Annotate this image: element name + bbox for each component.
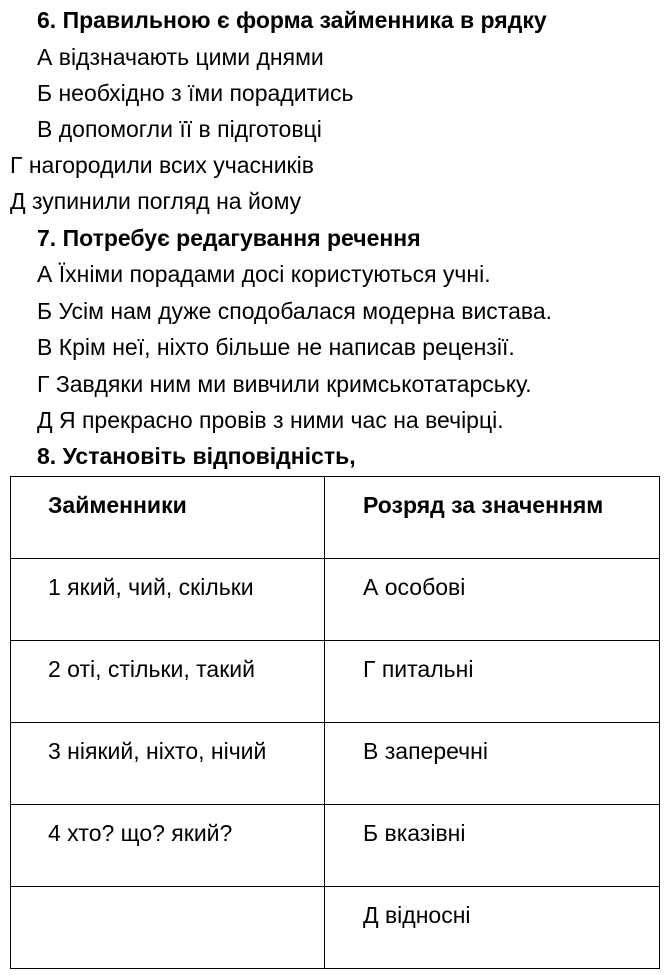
matching-table [10,476,660,969]
category-item-g: Г питальні [363,656,474,682]
table-cell [11,887,325,969]
question-6-title: 6. Правильною є форма займенника в рядку [37,7,547,33]
question-7-title: 7. Потребує редагування речення [37,225,421,251]
table-header-cell [325,477,660,559]
category-item-v: В заперечні [363,738,488,764]
table-cell [11,559,325,641]
table-row [11,805,660,887]
table-row [11,641,660,723]
question-6-option-c: В допомогли її в підготовці [37,116,322,142]
table-header-cell [11,477,325,559]
question-7-option-e: Д Я прекрасно провів з ними час на вечірці. [37,407,504,433]
category-item-d: Д відносні [363,902,471,928]
question-6-option-d: Г нагородили всих учасників [10,152,314,178]
table-row [11,559,660,641]
question-7-option-c: В Крім неї, ніхто більше не написав рецензії. [37,334,515,360]
question-8-title: 8. Установіть відповідність, [37,443,356,469]
header-pronouns: Займенники [48,492,187,518]
question-6-option-a: А відзначають цими днями [37,44,324,70]
table-cell [325,805,660,887]
table-cell [11,641,325,723]
table-cell [11,805,325,887]
table-header-row [11,477,660,559]
table-row [11,887,660,969]
question-7-option-d: Г Завдяки ним ми вивчили кримськотатарську. [37,371,532,397]
table-cell [11,723,325,805]
pronoun-item-2: 2 оті, стільки, такий [48,656,255,682]
pronoun-item-1: 1 який, чий, скільки [48,574,254,600]
table-row [11,723,660,805]
table-cell [325,887,660,969]
table-cell [325,559,660,641]
category-item-a: А особові [363,574,466,600]
category-item-b: Б вказівні [363,820,466,846]
pronoun-item-3: 3 ніякий, ніхто, нічий [48,738,267,764]
pronoun-item-empty [48,887,324,902]
header-category: Розряд за значенням [363,492,604,518]
table-cell [325,723,660,805]
question-6-option-e: Д зупинили погляд на йому [10,188,302,214]
question-7-option-b: Б Усім нам дуже сподобалася модерна вистава. [37,298,553,324]
pronoun-item-4: 4 хто? що? який? [48,820,233,846]
table-cell [325,641,660,723]
question-6-option-b: Б необхідно з їми порадитись [37,80,354,106]
question-7-option-a: А Їхніми порадами досі користуються учні. [37,261,491,287]
